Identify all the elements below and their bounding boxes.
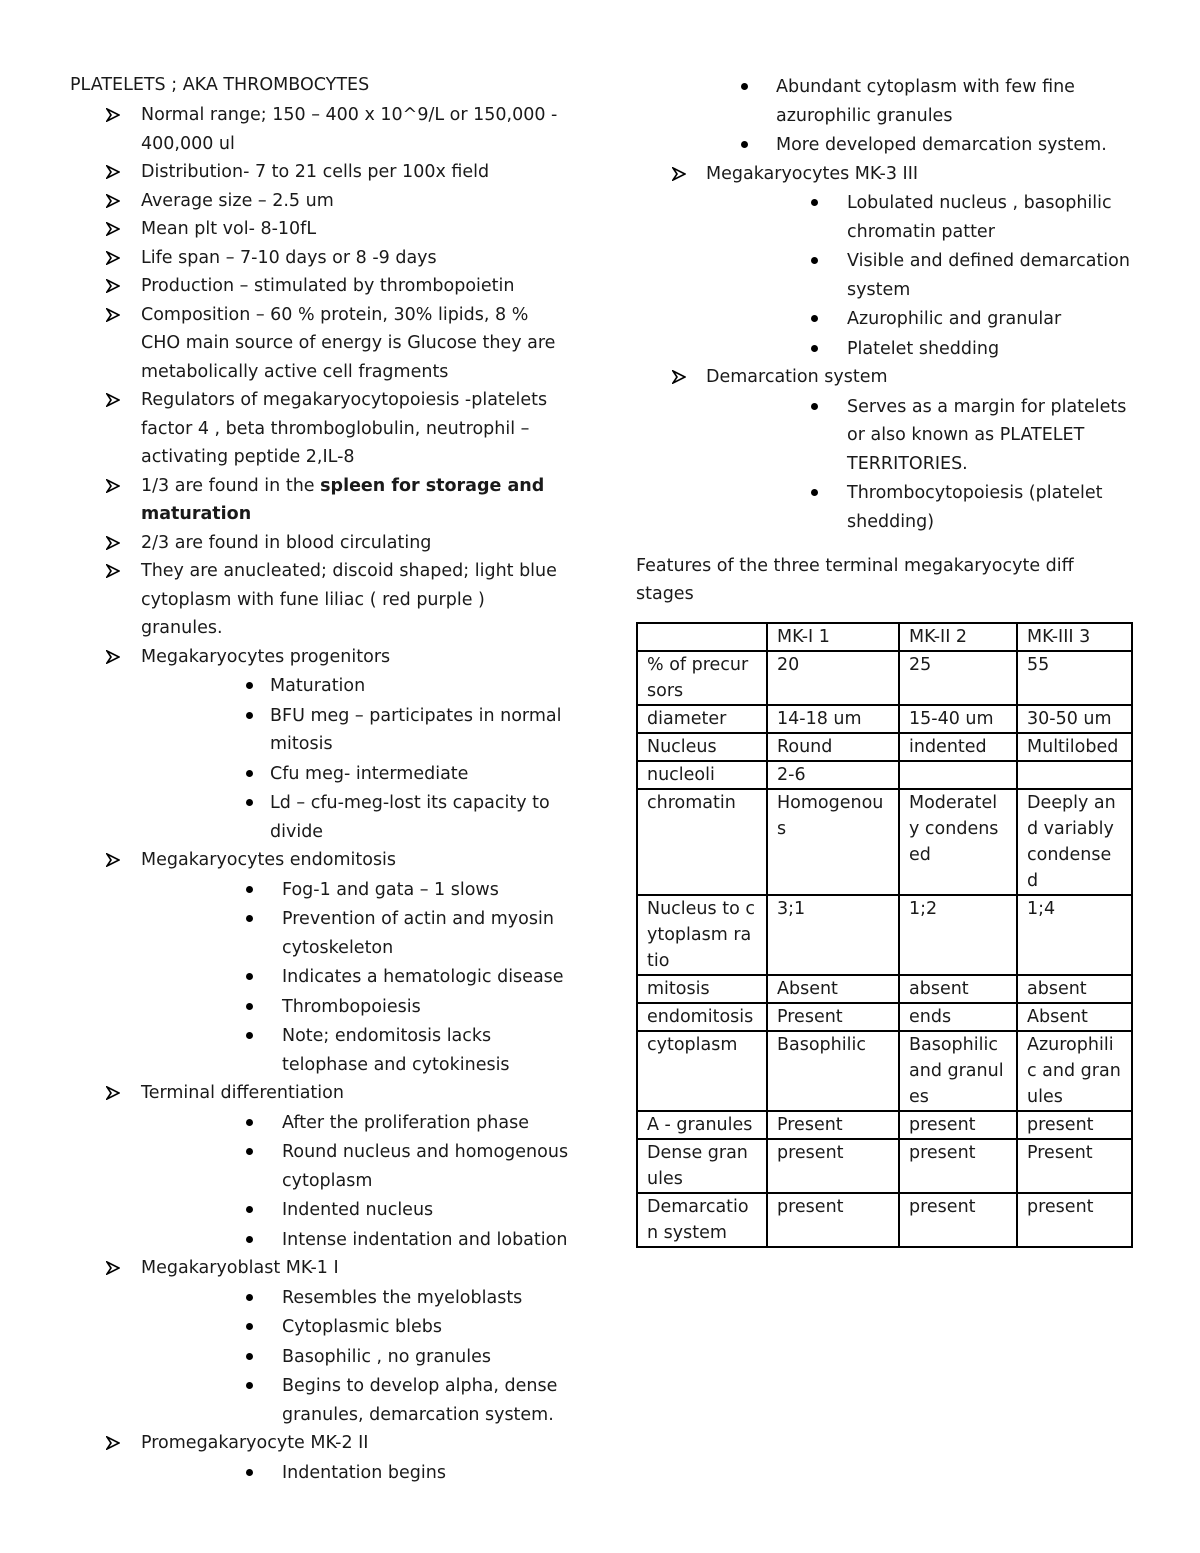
sub-list bbox=[141, 875, 570, 1080]
table-cell: 20 bbox=[767, 651, 899, 705]
table-row bbox=[637, 1003, 1132, 1031]
sub-list-item-text: Abundant cytoplasm with few fine azurophilic granules bbox=[776, 77, 1075, 126]
table-cell: 55 bbox=[1017, 651, 1132, 705]
list-item-text: Average size – 2.5 um bbox=[141, 190, 334, 211]
table-cell: Absent bbox=[767, 975, 899, 1003]
bullet-dot-icon bbox=[246, 1323, 253, 1330]
list-item bbox=[70, 846, 570, 1079]
table-row bbox=[637, 1139, 1132, 1193]
bullet-dot-icon bbox=[246, 886, 253, 893]
bullet-dot-icon bbox=[246, 1294, 253, 1301]
list-item-text: Distribution- 7 to 21 cells per 100x field bbox=[141, 162, 490, 182]
table-row-label: A - granules bbox=[637, 1111, 767, 1139]
bullet-dot-icon bbox=[246, 1032, 253, 1039]
table-cell: 1;2 bbox=[899, 895, 1017, 975]
sub-list-item-text: Fog-1 and gata – 1 slows bbox=[282, 879, 499, 900]
list-item-text: Megakaryoblast MK-1 I bbox=[141, 1258, 339, 1278]
sub-list-item-text: Round nucleus and homogenous cytoplasm bbox=[282, 1142, 569, 1191]
table-row bbox=[637, 1111, 1132, 1139]
sub-list-item-text: Begins to develop alpha, dense granules, demarcation system. bbox=[282, 1376, 558, 1425]
table-header-cell bbox=[637, 623, 767, 651]
arrow-bullet-icon bbox=[106, 272, 122, 300]
list-item bbox=[70, 244, 570, 273]
sub-list-item-text: Note; endomitosis lacks telophase and cytokinesis bbox=[282, 1026, 510, 1075]
sub-list-item bbox=[141, 1021, 570, 1079]
left-arrow-list bbox=[70, 101, 570, 1487]
list-item bbox=[636, 363, 1136, 536]
arrow-bullet-icon bbox=[106, 1079, 122, 1107]
table-cell: Moderately condensed bbox=[899, 789, 1017, 895]
sub-list-item-text: Indentation begins bbox=[282, 1462, 446, 1483]
bullet-dot-icon bbox=[246, 712, 253, 719]
list-item-text: Regulators of megakaryocytopoiesis -platelets factor 4 , beta thromboglobulin, neutrophil –activating peptide 2,IL-8 bbox=[141, 390, 548, 467]
list-item-text: Production – stimulated by thrombopoietin bbox=[141, 276, 515, 296]
table-cell bbox=[899, 761, 1017, 789]
table-row bbox=[637, 1193, 1132, 1247]
sub-list-item-text: Platelet shedding bbox=[847, 338, 1000, 359]
sub-list-item-text: More developed demarcation system. bbox=[776, 135, 1107, 155]
right-column bbox=[636, 72, 1136, 1248]
list-item bbox=[70, 1254, 570, 1429]
table-row-label: diameter bbox=[637, 705, 767, 733]
table-caption: Features of the three terminal megakaryocyte diff stages bbox=[636, 556, 1074, 604]
sub-list-item-text: Indicates a hematologic disease bbox=[282, 967, 564, 987]
table-row-label: mitosis bbox=[637, 975, 767, 1003]
sub-list-item-text: Resembles the myeloblasts bbox=[282, 1287, 523, 1308]
sub-list-item bbox=[141, 962, 570, 992]
table-row-label: Demarcation system bbox=[637, 1193, 767, 1247]
table-row-label: Nucleus to cytoplasm ratio bbox=[637, 895, 767, 975]
list-item-text: Mean plt vol- 8-10fL bbox=[141, 219, 317, 239]
arrow-bullet-icon bbox=[106, 301, 122, 329]
table-row bbox=[637, 705, 1132, 733]
list-item bbox=[70, 187, 570, 216]
list-item-text: Demarcation system bbox=[706, 367, 888, 387]
sub-list-item-text: After the proliferation phase bbox=[282, 1112, 529, 1133]
table-row-label: Nucleus bbox=[637, 733, 767, 761]
bullet-dot-icon bbox=[811, 345, 818, 352]
arrow-bullet-icon bbox=[106, 846, 122, 874]
list-item-text: Normal range; 150 – 400 x 10^9/L or 150,000 - 400,000 ul bbox=[141, 105, 558, 154]
sub-list-item bbox=[141, 788, 570, 846]
bullet-dot-icon bbox=[246, 1119, 253, 1126]
table-cell bbox=[1017, 761, 1132, 789]
sub-list-item bbox=[141, 1371, 570, 1429]
sub-list bbox=[141, 1283, 570, 1430]
sub-list-item-text: Visible and defined demarcation system bbox=[847, 251, 1130, 300]
arrow-bullet-icon bbox=[106, 529, 122, 557]
table-cell: ends bbox=[899, 1003, 1017, 1031]
sub-list-item bbox=[141, 1312, 570, 1342]
list-item-text: Megakaryocytes MK-3 III bbox=[706, 163, 919, 184]
list-item bbox=[70, 101, 570, 158]
sub-list-item bbox=[141, 701, 570, 759]
list-item bbox=[70, 643, 570, 847]
bullet-dot-icon bbox=[246, 915, 253, 922]
list-item bbox=[70, 557, 570, 643]
list-item bbox=[70, 1429, 570, 1487]
sub-list-item bbox=[141, 1458, 570, 1488]
table-cell: Basophilic bbox=[767, 1031, 899, 1111]
sub-list-item-text: Ld – cfu-meg-lost its capacity to divide bbox=[270, 793, 550, 842]
table-cell: present bbox=[767, 1193, 899, 1247]
arrow-bullet-icon bbox=[106, 215, 122, 243]
list-item bbox=[70, 1079, 570, 1254]
table-cell: present bbox=[899, 1193, 1017, 1247]
table-header-cell: MK-III 3 bbox=[1017, 623, 1132, 651]
table-cell: present bbox=[1017, 1193, 1132, 1247]
bullet-dot-icon bbox=[246, 1236, 253, 1243]
sub-list-item bbox=[636, 72, 1136, 130]
sub-list-item-text: BFU meg – participates in normal mitosis bbox=[270, 705, 562, 754]
table-cell: 30-50 um bbox=[1017, 705, 1132, 733]
list-item-text: Megakaryocytes progenitors bbox=[141, 646, 391, 667]
list-item bbox=[70, 301, 570, 387]
sub-list-item bbox=[141, 1137, 570, 1195]
sub-list-item-text: Thrombocytopoiesis (platelet shedding) bbox=[847, 483, 1103, 532]
table-row bbox=[637, 975, 1132, 1003]
sub-list-item bbox=[706, 478, 1136, 536]
bullet-dot-icon bbox=[246, 1382, 253, 1389]
table-cell: absent bbox=[899, 975, 1017, 1003]
table-cell: 25 bbox=[899, 651, 1017, 705]
table-row bbox=[637, 651, 1132, 705]
sub-list-item bbox=[141, 671, 570, 701]
bullet-dot-icon bbox=[741, 141, 748, 148]
sub-list-item bbox=[706, 246, 1136, 304]
list-item bbox=[636, 160, 1136, 364]
sub-list-item-text: Intense indentation and lobation bbox=[282, 1229, 568, 1250]
table-row-label: chromatin bbox=[637, 789, 767, 895]
table-cell: present bbox=[1017, 1111, 1132, 1139]
sub-list-item bbox=[141, 992, 570, 1022]
table-cell: indented bbox=[899, 733, 1017, 761]
list-item bbox=[70, 158, 570, 187]
sub-list-item bbox=[141, 875, 570, 905]
table-row bbox=[637, 895, 1132, 975]
bullet-dot-icon bbox=[246, 1469, 253, 1476]
table-cell: absent bbox=[1017, 975, 1132, 1003]
list-item bbox=[70, 472, 570, 529]
list-item-text: Megakaryocytes endomitosis bbox=[141, 850, 397, 870]
sub-list-item bbox=[141, 759, 570, 789]
sub-list bbox=[706, 188, 1136, 363]
right-arrow-list bbox=[636, 160, 1136, 537]
sub-list-item bbox=[141, 1283, 570, 1313]
list-item-text: 2/3 are found in blood circulating bbox=[141, 532, 432, 553]
list-item bbox=[70, 529, 570, 558]
sub-list-item-text: Maturation bbox=[270, 676, 366, 696]
sub-list-item-text: Azurophilic and granular bbox=[847, 309, 1062, 329]
table-row-label: Dense granules bbox=[637, 1139, 767, 1193]
table-cell: present bbox=[899, 1111, 1017, 1139]
list-item bbox=[70, 272, 570, 301]
sub-list bbox=[706, 392, 1136, 537]
arrow-bullet-icon bbox=[106, 1254, 122, 1282]
table-cell: Deeply and variably condensed bbox=[1017, 789, 1132, 895]
continued-sub-list bbox=[636, 72, 1136, 160]
sub-list-item-text: Cytoplasmic blebs bbox=[282, 1317, 443, 1337]
bullet-dot-icon bbox=[811, 403, 818, 410]
list-item bbox=[70, 386, 570, 472]
table-cell: Present bbox=[1017, 1139, 1132, 1193]
table-cell: Present bbox=[767, 1003, 899, 1031]
bullet-dot-icon bbox=[811, 199, 818, 206]
bullet-dot-icon bbox=[246, 770, 253, 777]
sub-list-item bbox=[141, 1342, 570, 1372]
table-cell: Multilobed bbox=[1017, 733, 1132, 761]
table-row-label: % of precursors bbox=[637, 651, 767, 705]
sub-list-item bbox=[706, 392, 1136, 479]
table-cell: present bbox=[767, 1139, 899, 1193]
table-cell: Basophilic and granules bbox=[899, 1031, 1017, 1111]
bullet-dot-icon bbox=[246, 799, 253, 806]
table-cell: 3;1 bbox=[767, 895, 899, 975]
table-header-cell: MK-I 1 bbox=[767, 623, 899, 651]
bullet-dot-icon bbox=[246, 1148, 253, 1155]
bullet-dot-icon bbox=[811, 315, 818, 322]
sub-list bbox=[141, 1108, 570, 1255]
table-cell: Homogenous bbox=[767, 789, 899, 895]
table-cell: Round bbox=[767, 733, 899, 761]
bullet-dot-icon bbox=[246, 973, 253, 980]
megakaryocyte-stages-table bbox=[636, 622, 1133, 1248]
table-cell: Absent bbox=[1017, 1003, 1132, 1031]
sub-list-item bbox=[141, 904, 570, 962]
bullet-dot-icon bbox=[246, 682, 253, 689]
table-row bbox=[637, 789, 1132, 895]
list-item-text: 1/3 are found in the bbox=[141, 475, 321, 496]
list-item-text: They are anucleated; discoid shaped; light blue cytoplasm with fune liliac ( red purple ) granules. bbox=[141, 561, 557, 638]
sub-list-item-text: Cfu meg- intermediate bbox=[270, 763, 469, 784]
arrow-bullet-icon bbox=[106, 244, 122, 272]
list-item-text: Terminal differentiation bbox=[141, 1083, 344, 1103]
table-row-label: nucleoli bbox=[637, 761, 767, 789]
sub-list-item bbox=[706, 334, 1136, 364]
arrow-bullet-icon bbox=[106, 158, 122, 186]
table-header-cell: MK-II 2 bbox=[899, 623, 1017, 651]
table-cell: 14-18 um bbox=[767, 705, 899, 733]
arrow-bullet-icon bbox=[106, 101, 122, 129]
document-title: PLATELETS ; AKA THROMBOCYTES bbox=[70, 75, 370, 95]
sub-list-item bbox=[141, 1225, 570, 1255]
arrow-bullet-icon bbox=[106, 643, 122, 671]
table-cell: Present bbox=[767, 1111, 899, 1139]
sub-list-item-text: Serves as a margin for platelets or also known as PLATELET TERRITORIES. bbox=[847, 396, 1127, 474]
table-row-label: endomitosis bbox=[637, 1003, 767, 1031]
bullet-dot-icon bbox=[741, 83, 748, 90]
sub-list-item-text: Lobulated nucleus , basophilic chromatin patter bbox=[847, 193, 1112, 242]
table-header-row bbox=[637, 623, 1132, 651]
sub-list-item-text: Indented nucleus bbox=[282, 1200, 434, 1220]
bullet-dot-icon bbox=[246, 1003, 253, 1010]
arrow-bullet-icon bbox=[106, 187, 122, 215]
sub-list-item-text: Thrombopoiesis bbox=[282, 996, 421, 1017]
table-cell: present bbox=[899, 1139, 1017, 1193]
arrow-bullet-icon bbox=[672, 160, 688, 188]
arrow-bullet-icon bbox=[106, 386, 122, 414]
table-cell: Azurophilic and granules bbox=[1017, 1031, 1132, 1111]
arrow-bullet-icon bbox=[106, 557, 122, 585]
arrow-bullet-icon bbox=[672, 363, 688, 391]
list-item-text: Life span – 7-10 days or 8 -9 days bbox=[141, 247, 437, 268]
bullet-dot-icon bbox=[246, 1353, 253, 1360]
sub-list-item-text: Basophilic , no granules bbox=[282, 1346, 491, 1367]
bullet-dot-icon bbox=[811, 257, 818, 264]
arrow-bullet-icon bbox=[106, 1429, 122, 1457]
arrow-bullet-icon bbox=[106, 472, 122, 500]
list-item bbox=[70, 215, 570, 244]
table-row bbox=[637, 1031, 1132, 1111]
table-cell: 1;4 bbox=[1017, 895, 1132, 975]
sub-list-item bbox=[706, 188, 1136, 246]
table-cell: 2-6 bbox=[767, 761, 899, 789]
left-column bbox=[70, 72, 570, 1487]
sub-list-item bbox=[141, 1108, 570, 1138]
table-row bbox=[637, 761, 1132, 789]
sub-list-item bbox=[636, 130, 1136, 160]
sub-list-item-text: Prevention of actin and myosin cytoskeleton bbox=[282, 909, 554, 958]
table-cell: 15-40 um bbox=[899, 705, 1017, 733]
table-body bbox=[637, 623, 1132, 1247]
list-item-bold-text: spleen for storage and maturation bbox=[141, 475, 545, 524]
sub-list bbox=[141, 1458, 570, 1488]
sub-list bbox=[141, 671, 570, 846]
list-item-text: Promegakaryocyte MK-2 II bbox=[141, 1433, 369, 1453]
bullet-dot-icon bbox=[246, 1206, 253, 1213]
sub-list-item bbox=[706, 304, 1136, 334]
sub-list-item bbox=[141, 1195, 570, 1225]
table-row-label: cytoplasm bbox=[637, 1031, 767, 1111]
table-row bbox=[637, 733, 1132, 761]
list-item-text: Composition – 60 % protein, 30% lipids, 8 % CHO main source of energy is Glucose they are metabolically active cell fragments bbox=[141, 304, 556, 382]
bullet-dot-icon bbox=[811, 489, 818, 496]
